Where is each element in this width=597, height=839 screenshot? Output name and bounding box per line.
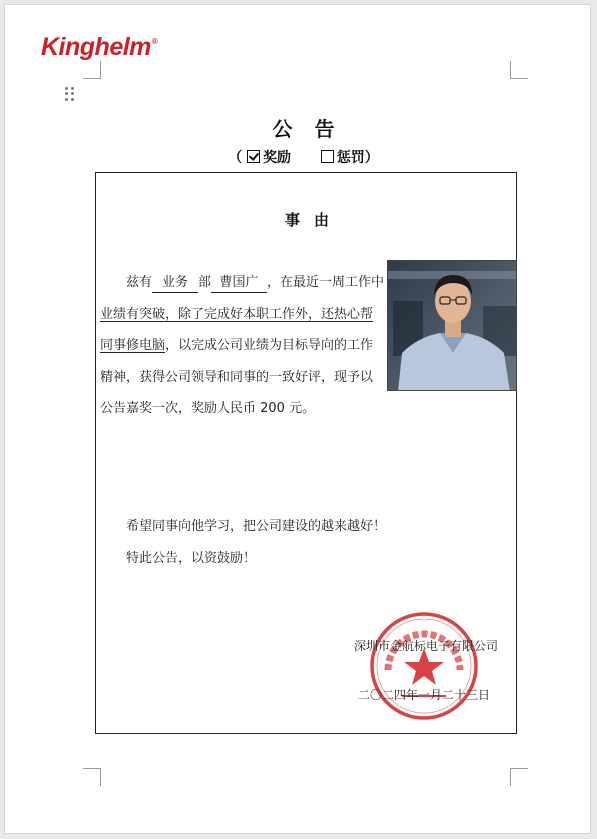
drag-handle-icon[interactable] (65, 87, 75, 101)
reward-label: 奖励 (263, 150, 292, 166)
margin-corner-bottom-right (510, 768, 528, 786)
closing-remarks (100, 511, 386, 575)
section-heading: 事由 (284, 211, 343, 229)
employee-name-field: 曹国广 (211, 274, 267, 293)
notice-title: 公告 (272, 117, 357, 141)
notice-date: 二〇二四年一月二十三日 (358, 688, 491, 702)
closing-line-1: 希望同事向他学习，把公司建设的越来越好！ (126, 519, 387, 534)
checkbox-empty-icon[interactable] (321, 150, 334, 163)
notice-content-box (95, 172, 517, 734)
checkbox-checked-icon[interactable] (247, 150, 260, 163)
company-seal-stamp (368, 610, 480, 722)
margin-corner-top-right (510, 61, 528, 79)
employee-photo (387, 260, 517, 391)
company-name: 深圳市金航标电子有限公司 (354, 639, 499, 653)
closing-line-2: 特此公告，以资鼓励！ (126, 551, 257, 566)
margin-corner-top-left (83, 61, 101, 79)
department-field: 业务 (152, 274, 198, 293)
penalty-label: 惩罚） (336, 150, 379, 166)
notice-type-options: （ 奖励 惩罚） (228, 150, 379, 166)
notice-paragraph: 兹有 业务 部 曹国广 ，在最近一周工作中业绩有突破，除了完成好本职工作外，还热心帮同事修电脑，以完成公司业绩为目标导向的工作精神，获得公司领导和同事的一致好评，现予以公告嘉奖一次，奖励人民币 200 元。 (100, 275, 385, 416)
margin-corner-bottom-left (83, 768, 101, 786)
achievement-text: 业绩有突破，除了完成好本职工作外，还热心帮同事修电脑 (100, 306, 374, 353)
document-page (4, 4, 591, 834)
kinghelm-logo: Kinghelm® (41, 33, 158, 61)
